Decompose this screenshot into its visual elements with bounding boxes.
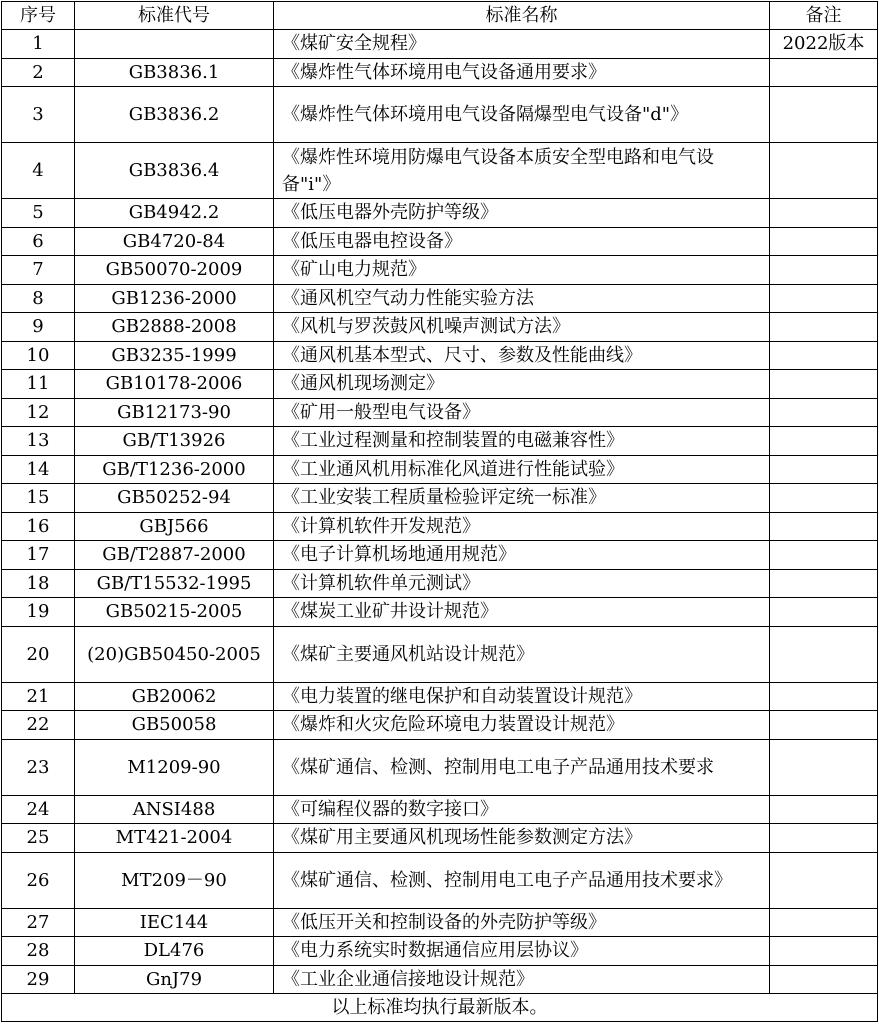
standard-code: GB2888-2008 xyxy=(75,313,274,342)
remark xyxy=(770,398,878,427)
standard-code: GB20062 xyxy=(75,682,274,711)
standard-code: GB1236-2000 xyxy=(75,284,274,313)
standard-name: 《爆炸性环境用防爆电气设备本质安全型电路和电气设备"i"》 xyxy=(274,143,770,199)
table-row xyxy=(2,626,878,682)
table-row xyxy=(2,313,878,342)
standard-name: 《电力系统实时数据通信应用层协议》 xyxy=(274,937,770,966)
standard-name: 《矿用一般型电气设备》 xyxy=(274,398,770,427)
standard-code: GB/T13926 xyxy=(75,427,274,456)
table-row xyxy=(2,711,878,740)
table-row xyxy=(2,87,878,143)
standard-code: GB50058 xyxy=(75,711,274,740)
standard-code: (20)GB50450-2005 xyxy=(75,626,274,682)
row-number: 29 xyxy=(2,965,75,994)
standard-code: GB4720-84 xyxy=(75,227,274,256)
remark xyxy=(770,256,878,285)
table-row xyxy=(2,908,878,937)
standard-code: GB/T1236-2000 xyxy=(75,455,274,484)
remark xyxy=(770,484,878,513)
standard-code xyxy=(75,30,274,59)
row-number: 15 xyxy=(2,484,75,513)
standard-name: 《电力装置的继电保护和自动装置设计规范》 xyxy=(274,682,770,711)
remark xyxy=(770,284,878,313)
remark xyxy=(770,512,878,541)
standard-name: 《计算机软件开发规范》 xyxy=(274,512,770,541)
standard-code: GBJ566 xyxy=(75,512,274,541)
table-row xyxy=(2,852,878,908)
standard-name: 《爆炸和火灾危险环境电力装置设计规范》 xyxy=(274,711,770,740)
remark xyxy=(770,965,878,994)
table-row xyxy=(2,30,878,59)
standard-name: 《煤矿主要通风机站设计规范》 xyxy=(274,626,770,682)
standard-code: GB3235-1999 xyxy=(75,341,274,370)
table-row xyxy=(2,965,878,994)
table-row xyxy=(2,256,878,285)
row-number: 21 xyxy=(2,682,75,711)
standard-code: MT209－90 xyxy=(75,852,274,908)
standard-name: 《风机与罗茨鼓风机噪声测试方法》 xyxy=(274,313,770,342)
table-row xyxy=(2,427,878,456)
standard-name: 《通风机空气动力性能实验方法 xyxy=(274,284,770,313)
standard-code: ANSI488 xyxy=(75,795,274,824)
standard-code: GB3836.1 xyxy=(75,58,274,87)
remark xyxy=(770,313,878,342)
table-row xyxy=(2,284,878,313)
standard-name: 《工业过程测量和控制装置的电磁兼容性》 xyxy=(274,427,770,456)
footer-note: 以上标准均执行最新版本。 xyxy=(2,994,878,1022)
standard-name: 《煤矿通信、检测、控制用电工电子产品通用技术要求》 xyxy=(274,852,770,908)
standard-code: GB3836.4 xyxy=(75,143,274,199)
remark xyxy=(770,199,878,228)
standard-code: GnJ79 xyxy=(75,965,274,994)
standard-code: GB/T15532-1995 xyxy=(75,569,274,598)
row-number: 26 xyxy=(2,852,75,908)
row-number: 27 xyxy=(2,908,75,937)
row-number: 24 xyxy=(2,795,75,824)
row-number: 4 xyxy=(2,143,75,199)
remark xyxy=(770,598,878,627)
table-row xyxy=(2,370,878,399)
remark xyxy=(770,824,878,853)
remark xyxy=(770,682,878,711)
row-number: 10 xyxy=(2,341,75,370)
standard-name: 《电子计算机场地通用规范》 xyxy=(274,541,770,570)
row-number: 2 xyxy=(2,58,75,87)
row-number: 19 xyxy=(2,598,75,627)
standard-code: GB3836.2 xyxy=(75,87,274,143)
standard-code: GB50070-2009 xyxy=(75,256,274,285)
table-row xyxy=(2,512,878,541)
standard-name: 《通风机基本型式、尺寸、参数及性能曲线》 xyxy=(274,341,770,370)
remark xyxy=(770,370,878,399)
row-number: 23 xyxy=(2,739,75,795)
table-row xyxy=(2,541,878,570)
row-number: 9 xyxy=(2,313,75,342)
remark xyxy=(770,852,878,908)
standard-code: GB/T2887-2000 xyxy=(75,541,274,570)
remark xyxy=(770,908,878,937)
standard-code: GB50215-2005 xyxy=(75,598,274,627)
standard-code: IEC144 xyxy=(75,908,274,937)
table-row xyxy=(2,227,878,256)
remark xyxy=(770,541,878,570)
remark xyxy=(770,143,878,199)
standard-code: GB12173-90 xyxy=(75,398,274,427)
standard-name: 《工业安装工程质量检验评定统一标准》 xyxy=(274,484,770,513)
standard-name: 《爆炸性气体环境用电气设备隔爆型电气设备"d"》 xyxy=(274,87,770,143)
standard-name: 《低压电器电控设备》 xyxy=(274,227,770,256)
remark: 2022版本 xyxy=(770,30,878,59)
table-row xyxy=(2,199,878,228)
table-row xyxy=(2,598,878,627)
row-number: 16 xyxy=(2,512,75,541)
remark xyxy=(770,341,878,370)
footer-row xyxy=(2,994,878,1022)
standard-name: 《低压电器外壳防护等级》 xyxy=(274,199,770,228)
row-number: 13 xyxy=(2,427,75,456)
standard-code: GB4942.2 xyxy=(75,199,274,228)
standard-name: 《通风机现场测定》 xyxy=(274,370,770,399)
row-number: 12 xyxy=(2,398,75,427)
standards-table xyxy=(1,1,878,1022)
header-code: 标准代号 xyxy=(75,2,274,30)
remark xyxy=(770,626,878,682)
table-row xyxy=(2,824,878,853)
remark xyxy=(770,455,878,484)
table-row xyxy=(2,937,878,966)
standard-name: 《低压开关和控制设备的外壳防护等级》 xyxy=(274,908,770,937)
table-row xyxy=(2,484,878,513)
standard-name: 《工业通风机用标准化风道进行性能试验》 xyxy=(274,455,770,484)
header-row xyxy=(2,2,878,30)
standard-code: MT421-2004 xyxy=(75,824,274,853)
table-row xyxy=(2,682,878,711)
table-row xyxy=(2,143,878,199)
row-number: 11 xyxy=(2,370,75,399)
header-no: 序号 xyxy=(2,2,75,30)
row-number: 5 xyxy=(2,199,75,228)
table-row xyxy=(2,398,878,427)
remark xyxy=(770,569,878,598)
table-row xyxy=(2,455,878,484)
row-number: 20 xyxy=(2,626,75,682)
table-row xyxy=(2,739,878,795)
row-number: 6 xyxy=(2,227,75,256)
remark xyxy=(770,795,878,824)
header-note: 备注 xyxy=(770,2,878,30)
standard-code: GB50252-94 xyxy=(75,484,274,513)
row-number: 22 xyxy=(2,711,75,740)
standard-name: 《煤矿用主要通风机现场性能参数测定方法》 xyxy=(274,824,770,853)
row-number: 18 xyxy=(2,569,75,598)
row-number: 1 xyxy=(2,30,75,59)
standard-name: 《煤矿通信、检测、控制用电工电子产品通用技术要求 xyxy=(274,739,770,795)
standard-code: M1209-90 xyxy=(75,739,274,795)
row-number: 3 xyxy=(2,87,75,143)
remark xyxy=(770,227,878,256)
table-row xyxy=(2,341,878,370)
standard-name: 《矿山电力规范》 xyxy=(274,256,770,285)
row-number: 14 xyxy=(2,455,75,484)
standard-code: GB10178-2006 xyxy=(75,370,274,399)
standard-name: 《可编程仪器的数字接口》 xyxy=(274,795,770,824)
remark xyxy=(770,58,878,87)
standard-name: 《工业企业通信接地设计规范》 xyxy=(274,965,770,994)
remark xyxy=(770,427,878,456)
table-row xyxy=(2,569,878,598)
standard-name: 《煤炭工业矿井设计规范》 xyxy=(274,598,770,627)
standard-name: 《煤矿安全规程》 xyxy=(274,30,770,59)
standard-code: DL476 xyxy=(75,937,274,966)
remark xyxy=(770,937,878,966)
row-number: 8 xyxy=(2,284,75,313)
remark xyxy=(770,87,878,143)
row-number: 17 xyxy=(2,541,75,570)
standard-name: 《计算机软件单元测试》 xyxy=(274,569,770,598)
standard-name: 《爆炸性气体环境用电气设备通用要求》 xyxy=(274,58,770,87)
row-number: 7 xyxy=(2,256,75,285)
header-name: 标准名称 xyxy=(274,2,770,30)
table-row xyxy=(2,58,878,87)
row-number: 28 xyxy=(2,937,75,966)
remark xyxy=(770,711,878,740)
row-number: 25 xyxy=(2,824,75,853)
table-row xyxy=(2,795,878,824)
remark xyxy=(770,739,878,795)
